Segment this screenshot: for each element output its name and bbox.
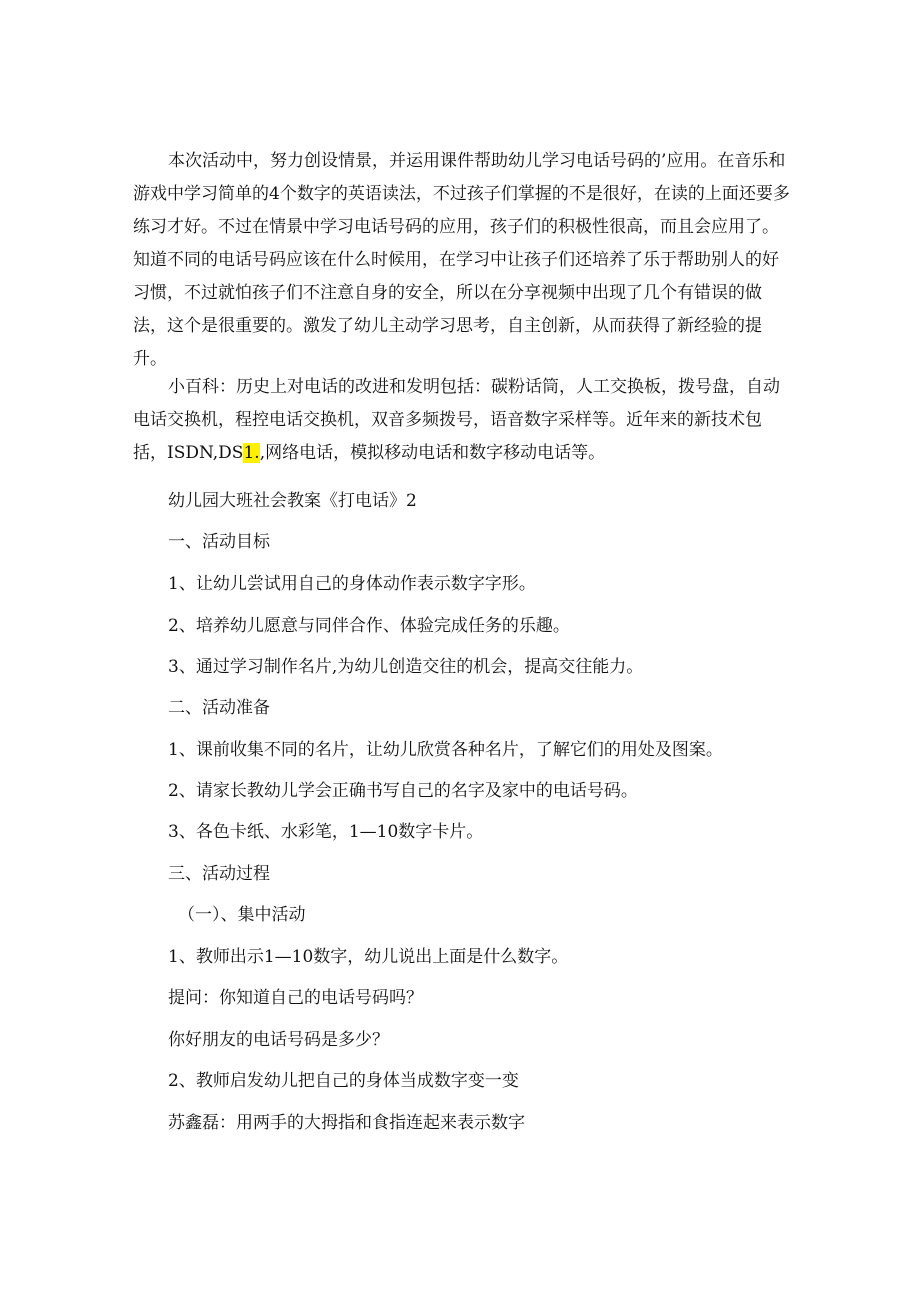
encyclopedia-paragraph	[133, 371, 793, 470]
goal-item-1: 1、让幼儿尝试用自己的身体动作表示数字字形。	[168, 574, 536, 594]
section-heading-preparation: 二、活动准备	[168, 698, 270, 718]
question-1: 提问：你知道自己的电话号码吗？	[168, 988, 423, 1008]
section-heading-process: 三、活动过程	[168, 864, 270, 884]
preparation-item-2: 2、请家长教幼儿学会正确书写自己的名字及家中的电话号码。	[168, 781, 638, 801]
process-item-1: 1、教师出示1—10数字，幼儿说出上面是什么数字。	[168, 947, 569, 967]
goal-item-2: 2、培养幼儿愿意与同伴合作、体验完成任务的乐趣。	[168, 616, 570, 636]
question-2: 你好朋友的电话号码是多少？	[168, 1030, 389, 1050]
child-example: 苏鑫磊：用两手的大拇指和食指连起来表示数字	[168, 1113, 525, 1133]
goal-item-3: 3、通过学习制作名片,为幼儿创造交往的机会，提高交往能力。	[168, 657, 644, 677]
section-heading-goals: 一、活动目标	[168, 532, 270, 552]
reflection-paragraph: 本次活动中，努力创设情景，并运用课件帮助幼儿学习电话号码的’应用。在音乐和游戏中学习简单的4个数字的英语读法，不过孩子们掌握的不是很好，在读的上面还要多练习才好。不过在情景中学习电话号码的应用，孩子们的积极性很高，而且会应用了。知道不同的电话号码应该在什么时候用，在学习中让孩子们还培养了乐于帮助别人的好习惯，不过就怕孩子们不注意自身的安全，所以在分享视频中出现了几个有错误的做法，这个是很重要的。激发了幼儿主动学习思考，自主创新，从而获得了新经验的提升。	[133, 151, 790, 369]
encyclopedia-text-part2: ,网络电话，模拟移动电话和数字移动电话等。	[259, 443, 606, 463]
encyclopedia-text-part1: 小百科：历史上对电话的改进和发明包括：碳粉话筒，人工交换板，拨号盘，自动电话交换机，程控电话交换机，双音多频拨号，语音数字采样等。近年来的新技术包括，ISDN,DS	[133, 377, 780, 463]
preparation-item-1: 1、课前收集不同的名片，让幼儿欣赏各种名片，了解它们的用处及图案。	[168, 740, 723, 760]
preparation-item-3: 3、各色卡纸、水彩笔，1—10数字卡片。	[168, 822, 484, 842]
subsection-heading-group-activity: （一）、集中活动	[178, 905, 306, 925]
process-item-2: 2、教师启发幼儿把自己的身体当成数字变一变	[168, 1071, 519, 1091]
highlighted-text: 1.	[243, 443, 260, 463]
lesson-title: 幼儿园大班社会教案《打电话》2	[168, 491, 417, 511]
